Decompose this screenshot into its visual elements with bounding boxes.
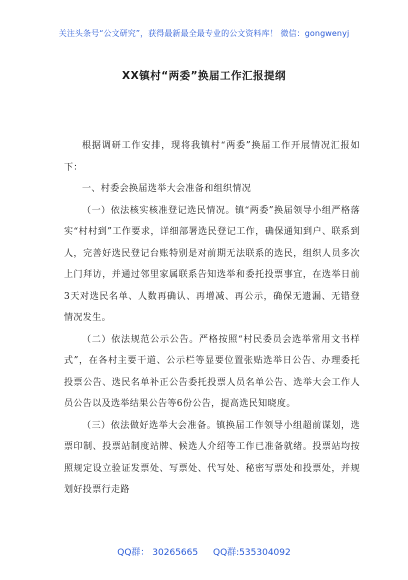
document-title: XX镇村“两委”换届工作汇报提纲 — [122, 70, 286, 82]
paragraph-voter-registration: （一）依法核实核准登记选民情况。镇“两委”换届领导小组严格落实“村村到”工作要求，详细部署选民登记工作，确保通知到户、联系到人，完善好选民登记台账特别是对前期无法联系的选民，组织人员多次上门拜访，并通过邻里家属联系告知选举和委托投票事宜，在选举日前3天对选民名单、人数再确认、再增减、再公示，确保无遗漏、无错登情况发生。 — [64, 205, 360, 323]
intro-paragraph: 根据调研工作安排，现将我镇村“两委”换届工作开展情况汇报如下： — [64, 141, 360, 173]
paragraph-public-notice: （二）依法规范公示公告。严格按照“村民委员会选举常用文书样式”，在各村主要干道、公示栏等显要位置张贴选举日公告、办理委托投票公告、选民名单补正公告委托投票人员名单公告、选举大会工作人员公告以及选举结果公告等6份公告，提高选民知晓度。 — [64, 334, 360, 409]
footer — [0, 545, 408, 558]
header-note: 关注头条号“公文研究”，获得最新最全最专业的公文资料库！ 微信：gongwenyj — [58, 29, 350, 38]
footer-qq-group-1: QQ群： 30265665 — [117, 548, 199, 558]
paragraph-election-preparation: （三）依法做好选举大会准备。镇换届工作领导小组超前谋划，选票印制、投票站制度站牌、候选人介绍等工作已准备就绪。投票站均按照规定设立验证发票处、写票处、代写处、秘密写票处和投票处，并规划好投票行走路 — [64, 420, 360, 495]
footer-qq-group-2: QQ群:535304092 — [212, 548, 291, 558]
document-body — [64, 136, 360, 502]
section-heading: 一、村委会换届选举大会准备和组织情况 — [82, 184, 252, 194]
